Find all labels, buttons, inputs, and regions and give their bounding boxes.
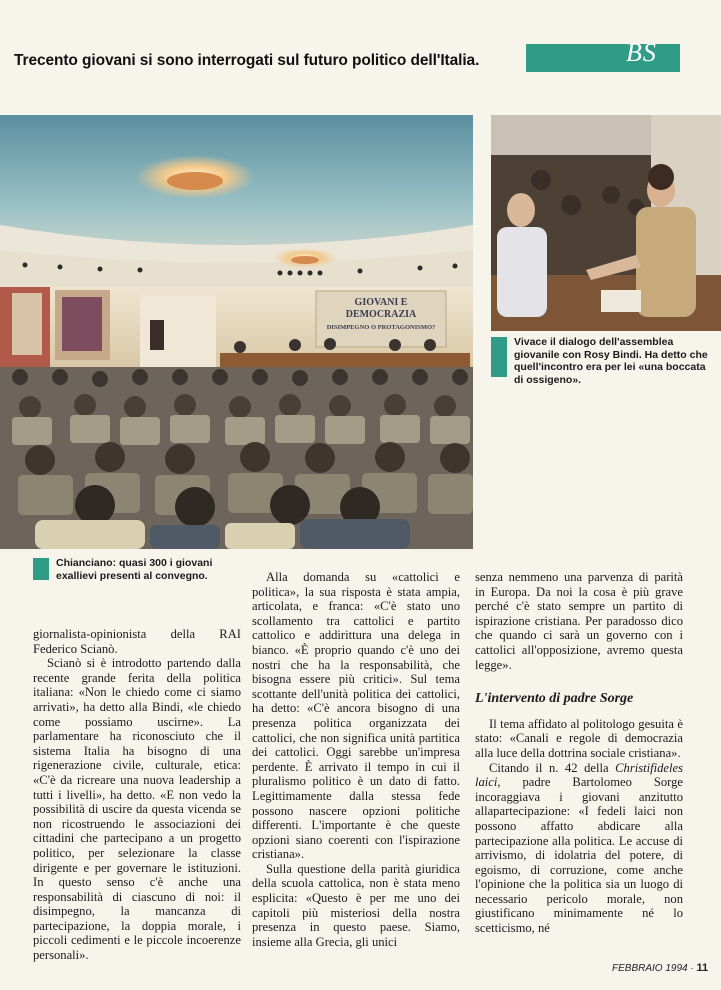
headline: Trecento giovani si sono interrogati sul futuro politico dell'Italia. <box>14 52 480 69</box>
col2-paragraph-2: Sulla questione della parità giuridica della scuola cattolica, non è stata meno esplicita: «Questo è per me uno dei capitoli più misteriosi della nostra presenza in questo paese. Siamo, insieme alla Grecia, gli unici <box>252 861 460 949</box>
issue-date: FEBBRAIO 1994 · <box>612 963 694 974</box>
col3-paragraph-3 <box>475 761 683 936</box>
conference-hall-image <box>0 115 473 549</box>
conference-hall-photo <box>0 115 473 549</box>
stage-banner-line1: GIOVANI E <box>354 297 408 308</box>
main-caption-marker <box>33 558 49 580</box>
column-2 <box>252 570 460 949</box>
col3-p3-italic: Christifideles laici <box>475 760 683 790</box>
col3-paragraph-2: Il tema affidato al politologo gesuita è stato: «Canali e regole di democrazia alla luce della dottrina sociale cristiana». <box>475 716 683 760</box>
column-3 <box>475 570 683 936</box>
side-caption-marker <box>491 337 507 377</box>
section-tag: BS <box>626 38 657 67</box>
page-number: 11 <box>696 962 709 974</box>
col3-paragraph-1: senza nemmeno una parvenza di parità in Europa. Da noi la cosa è più grave perché c'è stato sempre un partito di ispirazione cristiana. Per paradosso dico che quando ci sarà un governo con i cattolici all'opposizione, avremo questa legge». <box>475 570 683 672</box>
page-footer <box>612 962 708 974</box>
handshake-photo <box>491 115 721 331</box>
col3-p3-post: , padre Bartolomeo Sorge incoraggiava i giovani anzitutto allapartecipazione: «I fedeli laici non possono affatto abdicare alla partecipazione alla politica. Le accuse di arrivismo, di idolatria del potere, di egoismo, di corruzione, come anche l'opinione che la politica sia un luogo di necessario pericolo morale, non giustificano minimamente né lo scetticismo, né <box>475 775 683 936</box>
column-1 <box>33 627 241 963</box>
side-photo-caption: Vivace il dialogo dell'assemblea giovanile con Rosy Bindi. Ha detto che quell'incontro era per lei «una boccata di ossigeno». <box>514 336 708 386</box>
section-tag-bar <box>526 44 680 72</box>
col1-paragraph-2: Scianò si è introdotto partendo dalla recente grande ferita della politica italiana: «Non le chiedo come ci siamo arrivati», ha detto alla Bindi, «le chiedo come possiamo uscirne». La parlamentare ha riconosciuto che il sistema Italia ha bisogno di una rigenerazione civile, culturale, etica: «C'è da ricreare una nuova leadership a tutti i livelli», ha detto. «E non vedo la possibilità di uscire da questa vicenda se non ricostruendo le associazioni dei cittadini che partecipano a un progetto politico, per selezionare la classe dirigente e per governare le istituzioni. In questo senso c'è anche una responsabilità di ciascuno di noi: il disimpegno, la mancanza di partecipazione, la doppia morale, i piccoli cedimenti e le piccole incoerenze personali». <box>33 656 241 963</box>
col2-paragraph-1: Alla domanda su «cattolici e politica», la sua risposta è stata ampia, articolata, e franca: «C'è stato uno scollamento tra cattolici e partito cattolico e addirittura una delega in bianco. «È proprio quando c'è uno dei nostri che ha la responsabilità, che bisogna essere più critici». Sul tema scottante dell'unità politica dei cattolici, ha detto: «C'è ancora bisogno di una presenza politica organizzata dei cattolici, che non significa unità partitica dei cattolici. Oggi sarebbe un'impresa perdente. È arrivato il tempo in cui il pluralismo politico è un dato di fatto. Legittimamente dalla stessa fede possono nascere opzioni politiche differenti. L'importante è che queste opzioni siano coerenti con l'ispirazione cristiana». <box>252 570 460 862</box>
main-photo-caption: Chianciano: quasi 300 i giovani exallievi presenti al convegno. <box>56 557 213 582</box>
col1-paragraph-1: giornalista-opinionista della RAI Federico Scianò. <box>33 627 241 656</box>
handshake-image <box>491 115 721 331</box>
col3-p3-pre: Citando il n. 42 della <box>489 760 616 775</box>
stage-banner-line2: DEMOCRAZIA <box>345 309 417 320</box>
stage-banner-line3: DISIMPEGNO O PROTAGONISMO? <box>326 324 436 331</box>
section-subheading: L'intervento di padre Sorge <box>475 691 634 707</box>
